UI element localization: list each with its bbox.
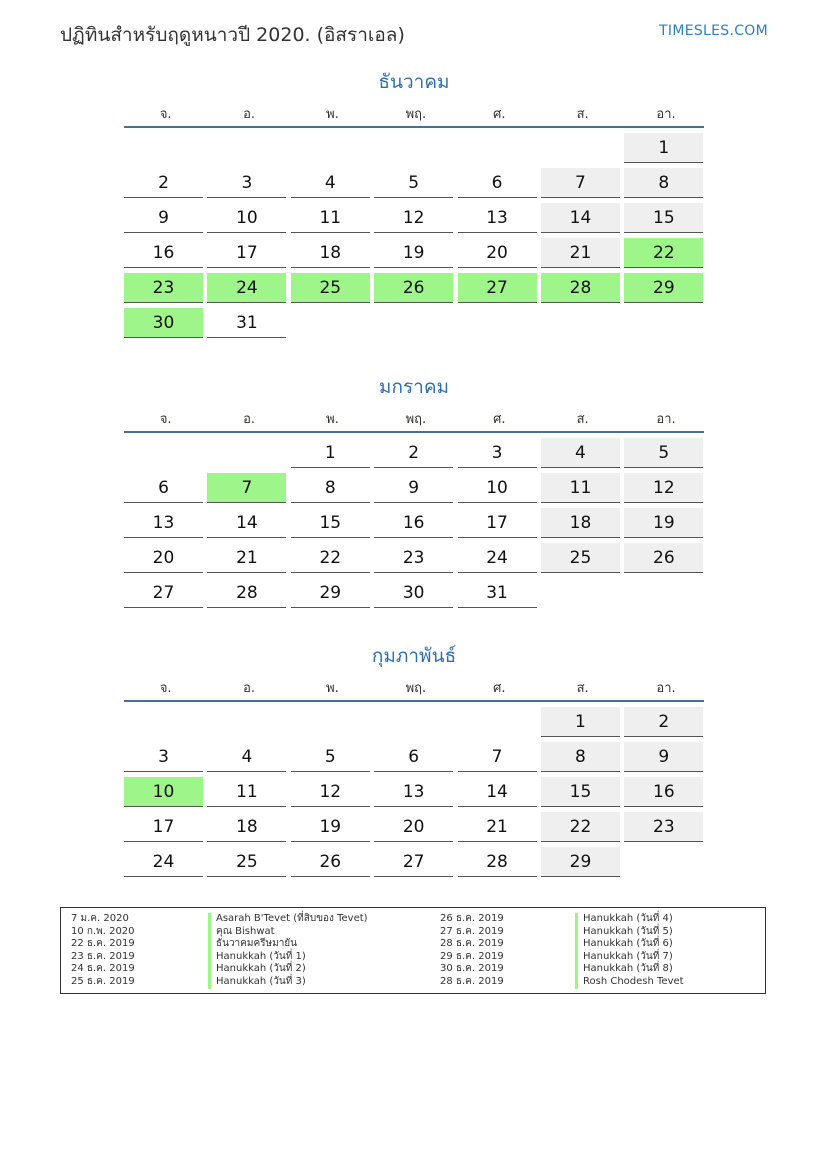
day-cell: 7	[207, 473, 286, 503]
legend-date: 28 ธ.ค. 2019	[440, 938, 504, 950]
day-cell: 1	[541, 707, 620, 737]
day-cell: 8	[291, 473, 370, 503]
legend-event: คุณ Bishwat	[208, 926, 368, 939]
day-cell: 24	[207, 273, 286, 303]
day-cell: 9	[624, 742, 703, 772]
day-cell: 25	[541, 543, 620, 573]
day-cell: 28	[458, 847, 537, 877]
empty-cell	[374, 707, 453, 737]
month-title: ธันวาคม	[378, 71, 450, 93]
day-cell: 11	[207, 777, 286, 807]
legend-event: Hanukkah (วันที่ 6)	[575, 938, 684, 951]
day-cell: 15	[624, 203, 703, 233]
day-cell: 14	[458, 777, 537, 807]
day-cell: 26	[624, 543, 703, 573]
weekday-label: พฤ.	[405, 106, 427, 122]
day-grid	[124, 438, 704, 608]
weekday-label: ส.	[576, 106, 589, 122]
day-cell: 17	[458, 508, 537, 538]
weekday-label: อ.	[243, 680, 256, 696]
day-cell: 10	[124, 777, 203, 807]
legend-date: 7 ม.ค. 2020	[71, 913, 129, 924]
day-cell: 31	[207, 308, 286, 338]
weekday-label: ส.	[576, 411, 589, 427]
empty-cell	[541, 133, 620, 163]
weekday-label: พ.	[326, 411, 339, 427]
legend-event: ธันวาคมครีษมายัน	[208, 938, 368, 951]
legend-date: 26 ธ.ค. 2019	[440, 913, 504, 924]
weekday-header	[124, 100, 704, 128]
weekday-label: จ.	[159, 411, 172, 427]
empty-cell	[207, 438, 286, 468]
legend-date: 27 ธ.ค. 2019	[440, 925, 504, 937]
day-cell: 18	[291, 238, 370, 268]
weekday-label: พฤ.	[405, 411, 427, 427]
day-cell: 2	[374, 438, 453, 468]
weekday-label: อา.	[656, 680, 676, 696]
month-title: กุมภาพันธ์	[371, 645, 457, 667]
day-grid	[124, 707, 704, 877]
day-cell: 19	[374, 238, 453, 268]
day-cell: 28	[541, 273, 620, 303]
day-cell: 8	[541, 742, 620, 772]
legend-date: 29 ธ.ค. 2019	[440, 950, 504, 962]
legend-date: 25 ธ.ค. 2019	[71, 975, 135, 987]
legend-event: Hanukkah (วันที่ 7)	[575, 951, 684, 964]
day-cell: 27	[458, 273, 537, 303]
day-cell: 5	[624, 438, 703, 468]
empty-cell	[291, 308, 370, 338]
day-cell: 4	[207, 742, 286, 772]
legend-event: Hanukkah (วันที่ 2)	[208, 963, 368, 976]
weekday-label: ศ.	[493, 411, 506, 427]
day-cell: 17	[207, 238, 286, 268]
day-cell: 5	[374, 168, 453, 198]
holiday-legend	[60, 907, 766, 994]
empty-cell	[374, 133, 453, 163]
day-cell: 4	[291, 168, 370, 198]
empty-cell	[624, 847, 703, 877]
legend-event: Hanukkah (วันที่ 3)	[208, 976, 368, 989]
legend-events-1	[208, 913, 368, 989]
legend-events-2	[575, 913, 684, 989]
day-cell: 24	[458, 543, 537, 573]
day-cell: 16	[374, 508, 453, 538]
empty-cell	[124, 133, 203, 163]
empty-cell	[541, 308, 620, 338]
day-cell: 14	[207, 508, 286, 538]
day-cell: 16	[624, 777, 703, 807]
day-cell: 17	[124, 812, 203, 842]
day-cell: 12	[374, 203, 453, 233]
empty-cell	[291, 133, 370, 163]
day-cell: 10	[207, 203, 286, 233]
day-cell: 26	[374, 273, 453, 303]
legend-date: 30 ธ.ค. 2019	[440, 963, 504, 975]
legend-event: Asarah B'Tevet (ที่สิบของ Tevet)	[208, 913, 368, 926]
day-cell: 18	[541, 508, 620, 538]
day-cell: 10	[458, 473, 537, 503]
month-january	[124, 373, 704, 608]
day-cell: 25	[291, 273, 370, 303]
day-cell: 22	[624, 238, 703, 268]
legend-date: 28 ธ.ค. 2019	[440, 975, 504, 987]
legend-event: Rosh Chodesh Tevet	[575, 976, 684, 989]
weekday-label: จ.	[159, 106, 172, 122]
day-cell: 29	[541, 847, 620, 877]
day-cell: 6	[458, 168, 537, 198]
empty-cell	[124, 707, 203, 737]
day-cell: 23	[124, 273, 203, 303]
empty-cell	[624, 578, 703, 608]
weekday-label: ส.	[576, 680, 589, 696]
day-cell: 5	[291, 742, 370, 772]
day-cell: 23	[624, 812, 703, 842]
month-december	[124, 68, 704, 338]
day-cell: 20	[374, 812, 453, 842]
day-cell: 6	[374, 742, 453, 772]
legend-event: Hanukkah (วันที่ 8)	[575, 963, 684, 976]
day-cell: 20	[458, 238, 537, 268]
weekday-header	[124, 674, 704, 702]
day-cell: 23	[374, 543, 453, 573]
weekday-label: ศ.	[493, 106, 506, 122]
day-cell: 28	[207, 578, 286, 608]
page-title: ปฏิทินสำหรับฤดูหนาวปี 2020. (อิสราเอล)	[60, 24, 405, 46]
legend-date: 24 ธ.ค. 2019	[71, 963, 135, 975]
brand-link[interactable]: TIMESLES.COM	[659, 23, 768, 39]
month-february	[124, 642, 704, 877]
day-cell: 30	[124, 308, 203, 338]
day-grid	[124, 133, 704, 338]
empty-cell	[458, 133, 537, 163]
legend-date: 23 ธ.ค. 2019	[71, 950, 135, 962]
day-cell: 11	[541, 473, 620, 503]
day-cell: 8	[624, 168, 703, 198]
day-cell: 29	[624, 273, 703, 303]
day-cell: 3	[207, 168, 286, 198]
weekday-label: พฤ.	[405, 680, 427, 696]
legend-dates-1	[71, 913, 135, 989]
day-cell: 19	[291, 812, 370, 842]
day-cell: 24	[124, 847, 203, 877]
weekday-label: อา.	[656, 411, 676, 427]
day-cell: 27	[374, 847, 453, 877]
day-cell: 13	[458, 203, 537, 233]
day-cell: 25	[207, 847, 286, 877]
day-cell: 20	[124, 543, 203, 573]
empty-cell	[291, 707, 370, 737]
legend-event: Hanukkah (วันที่ 5)	[575, 926, 684, 939]
weekday-label: อ.	[243, 106, 256, 122]
day-cell: 3	[458, 438, 537, 468]
day-cell: 15	[541, 777, 620, 807]
month-title: มกราคม	[378, 376, 450, 398]
day-cell: 6	[124, 473, 203, 503]
day-cell: 21	[207, 543, 286, 573]
weekday-label: ศ.	[493, 680, 506, 696]
legend-date: 22 ธ.ค. 2019	[71, 938, 135, 950]
day-cell: 11	[291, 203, 370, 233]
day-cell: 14	[541, 203, 620, 233]
weekday-label: อ.	[243, 411, 256, 427]
empty-cell	[207, 707, 286, 737]
day-cell: 15	[291, 508, 370, 538]
weekday-header	[124, 405, 704, 433]
weekday-label: อา.	[656, 106, 676, 122]
day-cell: 1	[624, 133, 703, 163]
day-cell: 16	[124, 238, 203, 268]
weekday-label: พ.	[326, 106, 339, 122]
day-cell: 21	[541, 238, 620, 268]
day-cell: 3	[124, 742, 203, 772]
day-cell: 30	[374, 578, 453, 608]
legend-event: Hanukkah (วันที่ 1)	[208, 951, 368, 964]
day-cell: 18	[207, 812, 286, 842]
weekday-label: พ.	[326, 680, 339, 696]
weekday-label: จ.	[159, 680, 172, 696]
day-cell: 12	[291, 777, 370, 807]
day-cell: 7	[458, 742, 537, 772]
empty-cell	[458, 707, 537, 737]
day-cell: 31	[458, 578, 537, 608]
day-cell: 19	[624, 508, 703, 538]
day-cell: 9	[374, 473, 453, 503]
day-cell: 1	[291, 438, 370, 468]
day-cell: 22	[291, 543, 370, 573]
empty-cell	[541, 578, 620, 608]
day-cell: 7	[541, 168, 620, 198]
legend-dates-2	[440, 913, 504, 989]
empty-cell	[374, 308, 453, 338]
empty-cell	[207, 133, 286, 163]
empty-cell	[124, 438, 203, 468]
day-cell: 12	[624, 473, 703, 503]
day-cell: 22	[541, 812, 620, 842]
day-cell: 21	[458, 812, 537, 842]
day-cell: 13	[374, 777, 453, 807]
day-cell: 2	[624, 707, 703, 737]
day-cell: 9	[124, 203, 203, 233]
day-cell: 29	[291, 578, 370, 608]
empty-cell	[624, 308, 703, 338]
day-cell: 2	[124, 168, 203, 198]
day-cell: 27	[124, 578, 203, 608]
legend-event: Hanukkah (วันที่ 4)	[575, 913, 684, 926]
day-cell: 4	[541, 438, 620, 468]
empty-cell	[458, 308, 537, 338]
day-cell: 26	[291, 847, 370, 877]
day-cell: 13	[124, 508, 203, 538]
legend-date: 10 ก.พ. 2020	[71, 925, 135, 937]
